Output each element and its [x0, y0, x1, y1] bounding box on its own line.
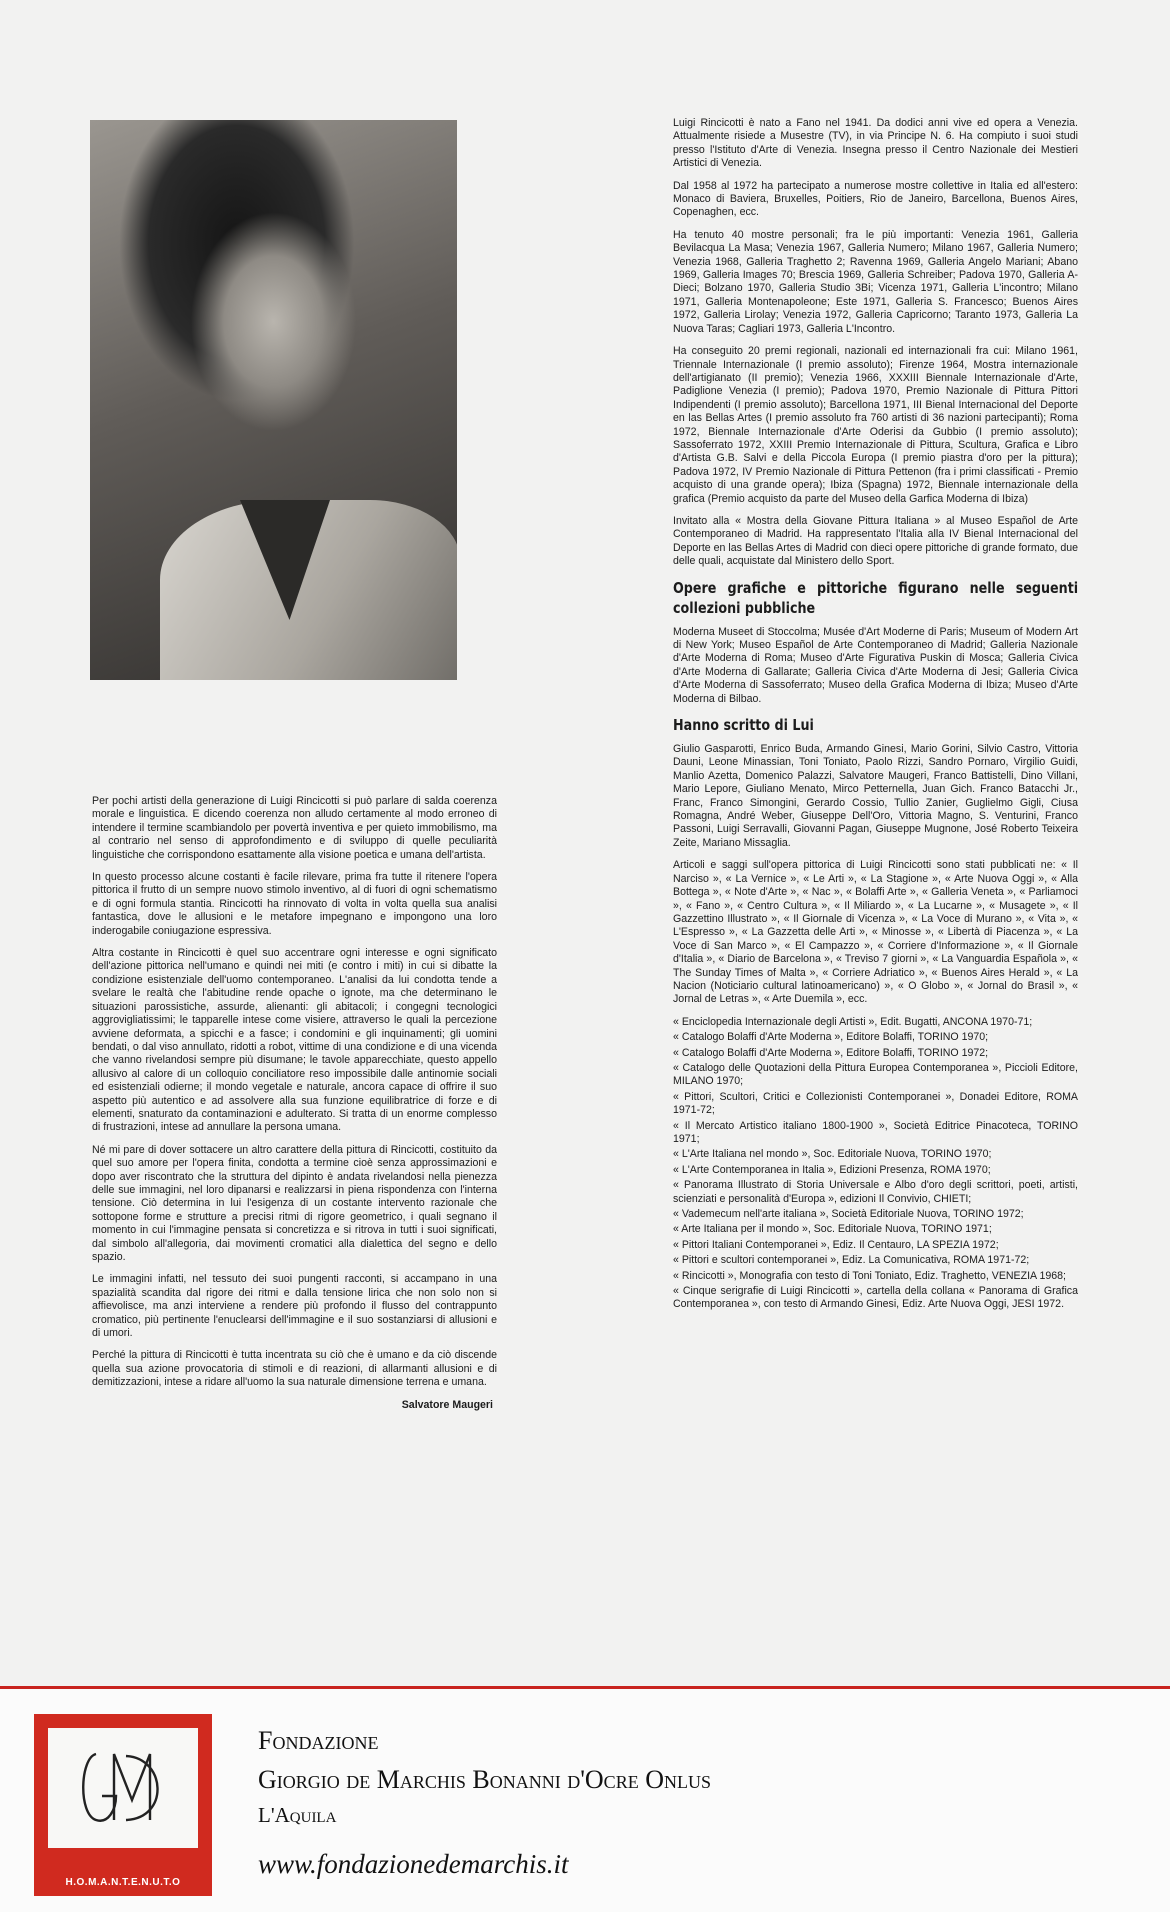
bibliography-item: « Pittori Italiani Contemporanei », Ediz. Il Centauro, LA SPEZIA 1972;: [673, 1238, 999, 1251]
bio-paragraph: Ha tenuto 40 mostre personali; fra le più importanti: Venezia 1961, Galleria Bevilacqua La Masa; Venezia 1967, Galleria Numero; Milano 1967, Galleria Numero; Venezia 1968, Galleria Traghetto 2; Ravenna 1969, Galleria Angelo Mariani; Abano 1969, Galleria Images 70; Brescia 1969, Galleria Schreiber; Padova 1970, Galleria A-Dieci; Bolzano 1970, Galleria Studio 3Bi; Vicenza 1971, Galleria L'incontro; Milano 1971, Galleria Montenapoleone; Este 1971, Galleria S. Francesco; Buenos Aires 1972, Galleria Lirolay; Venezia 1972, Galleria Capricorno; Taranto 1973, Galleria La Nuova Taras; Cagliari 1973, Galleria L'Incontro.: [673, 228, 1078, 335]
essay-paragraph: Per pochi artisti della generazione di Luigi Rincicotti si può parlare di salda coerenza morale e linguistica. E dicendo coerenza non alludo certamente al modo erroneo di intendere il termine scambiandolo per povertà inventiva e per quieto immobilismo, ma al contrario nel senso di approfondimento e di sviluppo di quelle peculiarità linguistiche che corrispondono esattamente alla visione poetica e umana dell'artista.: [92, 795, 497, 861]
bibliography-item: « Catalogo delle Quotazioni della Pittura Europea Contemporanea », Piccioli Editore, MILANO 1970;: [673, 1061, 1078, 1088]
foundation-logo: [34, 1714, 212, 1896]
bibliography-item: « Il Mercato Artistico italiano 1800-1900 », Società Editrice Pinacoteca, TORINO 1971;: [673, 1119, 1078, 1145]
writers-heading: Hanno scritto di Lui: [673, 716, 814, 735]
bibliography-item: « Enciclopedia Internazionale degli Artisti », Edit. Bugatti, ANCONA 1970-71;: [673, 1015, 1033, 1028]
foundation-city: L'Aquila: [258, 1803, 337, 1827]
logo-tagline: H.O.M.A.N.T.E.N.U.T.O: [65, 1877, 181, 1888]
bibliography-item: « Rincicotti », Monografia con testo di Toni Toniato, Ediz. Traghetto, VENEZIA 1968;: [673, 1269, 1066, 1282]
bibliography-item: « Catalogo Bolaffi d'Arte Moderna », Editore Bolaffi, TORINO 1970;: [673, 1031, 989, 1044]
foundation-name-line1: Fondazione: [258, 1726, 379, 1755]
essay-paragraph: Altra costante in Rincicotti è quel suo accentrare ogni interesse e ogni significato dell'azione pittorica nell'umano e quindi nei miti (e contro i miti) in cui si dibatte la condizione esistenziale dell'uomo contemporaneo. L'analisi da lui condotta tende a svelare le realtà che l'abitudine rende opache o ignote, ma che determinano le situazioni parossistiche, assurde, alienanti: gli abitacoli; i congegni tecnologici aggrovigliatissimi; le tapparelle intese come visiere, attraverso le quali la percezione avviene deformata, a spicchi e a fasce; i condomini e gli inquinamenti; gli uomini bendati, o dal viso annullato, ridotti a robot, vittime di una condizione e di una vicenda che vanno rivelandosi sempre più disumane; le tavole apparecchiate, questo appello allusivo al calore di un colloquio conciliatore reso impossibile dalle antinomie sociali ed esistenziali odierne; il mondo vegetale e naturale, ancora capace di offrire il suo aspetto più autentico e ad assolvere alla sua funzione equilibratrice di forze e di elementi, snaturato da contaminazioni e adulterato. Si tratta di un enorme complesso di frustrazioni, intese ad annullare la persona umana.: [92, 947, 497, 1134]
bibliography-list: [673, 1016, 1078, 1312]
collections-heading: Opere grafiche e pittoriche figurano nelle seguenti collezioni pubbliche: [673, 578, 1079, 617]
bio-paragraph: Luigi Rincicotti è nato a Fano nel 1941. Da dodici anni vive ed opera a Venezia. Attualmente risiede a Musestre (TV), in via Principe N. 6. Ha compiuto i suoi studi presso l'Istituto d'Arte di Venezia. Insegna presso il Centro Nazionale dei Mestieri Artistici di Venezia.: [673, 117, 1078, 170]
logo-panel: [48, 1728, 198, 1848]
bibliography-item: « L'Arte Contemporanea in Italia », Edizioni Presenza, ROMA 1970;: [673, 1163, 991, 1176]
bibliography-item: « Vademecum nell'arte italiana », Società Editoriale Nuova, TORINO 1972;: [673, 1208, 1024, 1221]
essay-paragraph: Le immagini infatti, nel tessuto dei suoi pungenti racconti, si accampano in una spazialità scandita dal rigore dei ritmi e dalla tensione lirica che non solo non si affievolisce, ma anzi interviene a rendere più profondo il flusso del contrappunto cromatico, più pertinente l'enuclearsi dell'immagine e il suo sostanziarsi di allusioni e di umori.: [92, 1273, 497, 1340]
bio-paragraph: Dal 1958 al 1972 ha partecipato a numerose mostre collettive in Italia ed all'estero: Monaco di Baviera, Bruxelles, Poitiers, Rio de Janeiro, Barcellona, Buenos Aires, Copenaghen, ecc.: [673, 179, 1078, 219]
articles-paragraph: Articoli e saggi sull'opera pittorica di Luigi Rincicotti sono stati pubblicati ne: « Il Narciso », « La Vernice », « Le Arti », « La Stagione », « Arte Nuova Oggi », « Alla Bottega », « Note d'Arte », « Nac », « Bolaffi Arte », « Galleria Veneta », « Parliamoci », « Fano », « Centro Cultura », « Il Miliardo », « La Lucarne », « Musagete », « Il Gazzettino Illustrato », « Il Giornale di Vicenza », « La Voce di Murano », « Vita », « L'Espresso », « La Gazzetta delle Arti », « Minosse », « Libertà di Piacenza », « La Voce di San Marco », « El Campazzo », « Corriere d'Informazione », « Il Giornale d'Italia », « Diario de Barcelona », « Treviso 7 giorni », « La Vanguardia Española », « The Sunday Times of Malta », « Corriere Adriatico », « Buenos Aires Herald », « La Nacion (Noticiario cultural latinoamericano) », « O Globo », « Jornal do Brasil », « Jornal de Letras », « Arte Duemila », ecc.: [673, 859, 1078, 1006]
gdm-monogram-icon: [74, 1744, 172, 1832]
bibliography-item: « Panorama Illustrato di Storia Universale e Albo d'oro degli scrittori, poeti, artisti, scienziati e personalità d'Europa », edizioni Il Convivio, CHIETI;: [673, 1179, 1078, 1205]
bio-paragraph: Ha conseguito 20 premi regionali, nazionali ed internazionali fra cui: Milano 1961, Triennale Internazionale (I premio assoluto); Firenze 1964, Mostra internazionale dell'artigianato (II premio); Venezia 1966, XXXIII Biennale Internazionale d'Arte, Padiglione Venezia (I premio); Padova 1970, Premio Nazionale di Pittura Pittori Indipendenti (I premio assoluto); Barcellona 1971, III Bienal Internacional del Deporte en las Bellas Artes (I premio assoluto fra 760 artisti di 36 nazioni partecipanti); Roma 1972, Biennale Internazionale d'Arte Oderisi da Gubbio (I premio assoluto); Sassoferrato 1972, XXIII Premio Internazionale di Pittura, Scultura, Grafica e Libro d'Artista G.B. Salvi e della Piccola Europa (I premio piastra d'oro per la pittura); Padova 1972, IV Premio Nazionale di Pittura Pettenon (fra i primi classificati - Premio acquisto di una grande opera); Ibiza (Spagna) 1972, Biennale internazionale della grafica (Premio acquisto da parte del Museo della Garfica Moderna di Ibiza): [673, 345, 1078, 505]
bibliography-item: « Arte Italiana per il mondo », Soc. Editoriale Nuova, TORINO 1971;: [673, 1223, 992, 1236]
essay-signature: Salvatore Maugeri: [401, 1398, 493, 1411]
bibliography-item: « Cinque serigrafie di Luigi Rincicotti », cartella della collana « Panorama di Grafica Contemporanea », con testo di Armando Ginesi, Ediz. Arte Nuova Oggi, JESI 1972.: [673, 1285, 1078, 1311]
essay-paragraph: Perché la pittura di Rincicotti è tutta incentrata su ciò che è umano e da ciò discende quella sua azione provocatoria di stimoli e di reazioni, di allarmanti allusioni e di demitizzazioni, intese a ridare all'uomo la sua naturale dimensione terrena e umana.: [92, 1349, 497, 1389]
collections-list: Moderna Museet di Stoccolma; Musée d'Art Moderne di Paris; Museum of Modern Art di New York; Museo Español de Arte Contemporaneo di Madrid; Galleria Nazionale d'Arte Moderna di Roma; Museo d'Arte Figurativa Puskin di Mosca; Galleria Civica d'Arte Moderna di Gallarate; Galleria Civica d'Arte Moderna di Jesi; Galleria Civica d'Arte Moderna di Sassoferrato; Museo della Grafica Moderna di Ibiza; Museo d'Arte Moderna di Bilbao.: [673, 625, 1078, 705]
foundation-name-line2: Giorgio de Marchis Bonanni d'Ocre Onlus: [258, 1765, 711, 1794]
bibliography-item: « Pittori, Scultori, Critici e Collezionisti Contemporanei », Donadei Editore, ROMA 1971-72;: [673, 1090, 1078, 1117]
foundation-footer: [0, 1689, 1170, 1912]
bibliography-item: « Pittori e scultori contemporanei », Ediz. La Comunicativa, ROMA 1971-72;: [673, 1254, 1030, 1267]
essay-paragraph: In questo processo alcune costanti è facile rilevare, prima fra tutte il ritenere l'opera pittorica il frutto di un sempre nuovo stimolo inventivo, al di fuori di ogni schematismo e di ogni formula stantia. Rincicotti ha rinnovato di volta in volta quella sua analisi fantastica, dove le allusioni e le metafore impegnano e impongono una loro inderogabile coniugazione espressiva.: [92, 871, 497, 937]
bio-paragraph: Invitato alla « Mostra della Giovane Pittura Italiana » al Museo Español de Arte Contemporaneo di Madrid. Ha rappresentato l'Italia alla IV Bienal Internacional del Deporte en las Bellas Artes di Madrid con dieci opere pittoriche di grande formato, due delle quali, acquistate dal Ministero dello Sport.: [673, 514, 1078, 568]
bibliography-item: « Catalogo Bolaffi d'Arte Moderna », Editore Bolaffi, TORINO 1972;: [673, 1046, 989, 1059]
writers-list: Giulio Gasparotti, Enrico Buda, Armando Ginesi, Mario Gorini, Silvio Castro, Vittoria Dauni, Leone Minassian, Toni Toniato, Paolo Rizzi, Sandro Pornaro, Virgilio Guidi, Manlio Azetta, Domenico Palazzi, Salvatore Maugeri, Franco Battistelli, Dino Villani, Mario Lepore, Giuliano Menato, Mirco Petternella, Juan Gich. Franco Batacchi Jr., Franc, Franco Simongini, Gerardo Cossio, Tullio Zanier, Guglielmo Gigli, Ciusa Romagna, André Weber, Giuseppe Dell'Oro, Vittoria Magno, S. Venturini, Franco Passoni, Luigi Serravalli, Giovanni Pagan, Giuseppe Mugnone, José Roberto Teixeira Zeite, Mariano Missaglia.: [673, 743, 1078, 849]
critical-essay: [92, 795, 497, 1412]
artist-portrait-photo: [90, 120, 457, 680]
foundation-website-link[interactable]: www.fondazionedemarchis.it: [258, 1849, 569, 1879]
bibliography-item: « L'Arte Italiana nel mondo », Soc. Editoriale Nuova, TORINO 1970;: [673, 1148, 992, 1161]
essay-paragraph: Né mi pare di dover sottacere un altro carattere della pittura di Rincicotti, costituito da quel suo amore per l'opera finita, condotta a termine cioè senza approssimazioni e dopo aver riscontrato che la struttura del dipinto è andata rivelandosi nella pienezza delle sue immagini, nel loro dipanarsi e realizzarsi in piena rispondenza con l'interna tensione. Ciò determina in lui l'esigenza di un costante intervento razionale che sottopone forme e strutture a precisi ritmi di rigore geometrico, i quali segnano il momento in cui l'immagine pensata si concretizza e si ritrova in tutti i suoi significati, dal simbolo all'allegoria, dai movimenti cromatici alla dialettica del segno e dello spazio.: [92, 1143, 497, 1263]
biography-column: [673, 117, 1078, 1314]
